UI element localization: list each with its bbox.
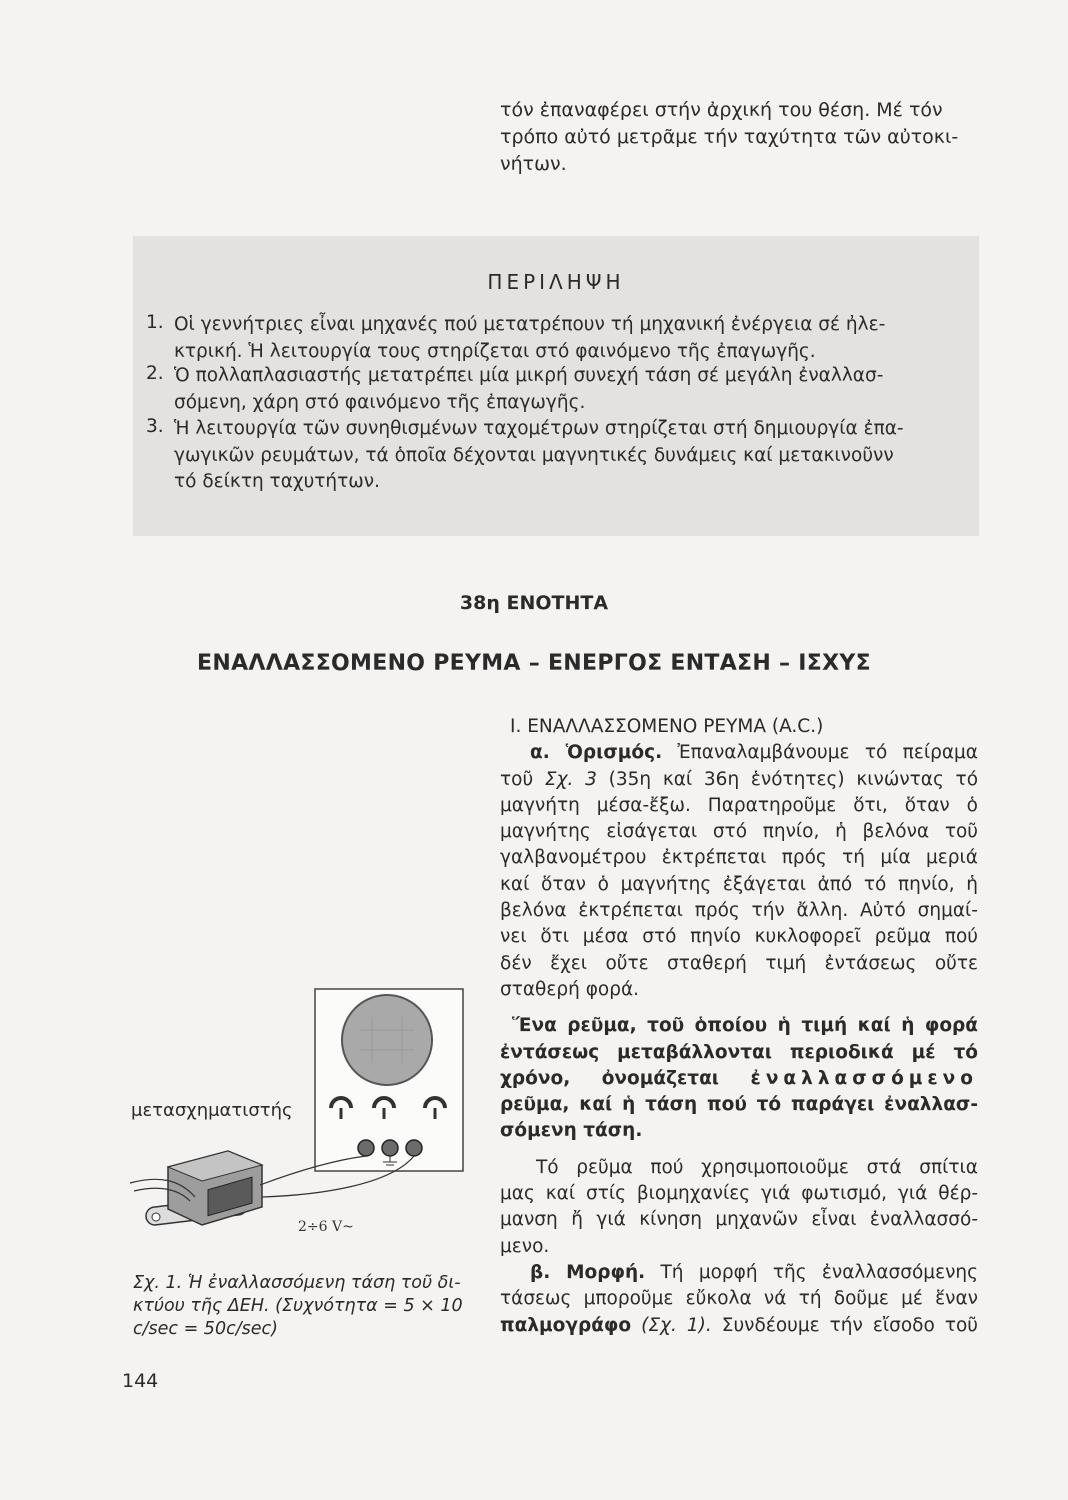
text-line: τρόπο αὐτό μετρᾶμε τήν ταχύτητα τῶν αὐτοκι- xyxy=(500,126,959,148)
page-number: 144 xyxy=(122,1370,159,1392)
figure-reference: Σχ. 3 xyxy=(544,768,597,790)
text-line xyxy=(500,767,978,793)
summary-item-number: 3. xyxy=(146,416,164,437)
summary-item xyxy=(174,312,885,365)
summary-item xyxy=(174,416,904,496)
summary-item-number: 2. xyxy=(146,363,164,384)
text-line: μαγνήτη μέσα-ἔξω. Παρατηροῦμε ὅτι, ὅταν ὁ xyxy=(500,794,978,816)
caption-line: κτύου τῆς ΔΕΗ. (Συχνότητα = 5 × 10 xyxy=(133,1296,463,1316)
subheading: Ι. ΕΝΑΛΛΑΣΣΟΜΕΝΟ ΡΕΥΜΑ (A.C.) xyxy=(510,716,824,737)
text-line: Τό ρεῦμα πού χρησιμοποιοῦμε στά σπίτια xyxy=(536,1156,978,1178)
text-line: μαγνήτης εἰσάγεται στό πηνίο, ἡ βελόνα τοῦ xyxy=(500,821,978,843)
text-line: νήτων. xyxy=(500,153,567,175)
bold-line xyxy=(500,1066,978,1092)
text-line: τόν ἐπαναφέρει στήν ἀρχική του θέση. Μέ τόν xyxy=(500,99,943,121)
input-terminal-icon xyxy=(382,1140,398,1156)
section-heading: ΕΝΑΛΛΑΣΣΟΜΕΝΟ ΡΕΥΜΑ – ΕΝΕΡΓΟΣ ΕΝΤΑΣΗ – ΙΣΧΥΣ xyxy=(197,651,871,676)
transformer-label: μετασχηματιστής xyxy=(131,1100,293,1121)
definition-text: Ἐπαναλαμβάνουμε τό πείραμα xyxy=(677,742,978,764)
text-span: (35η καί 36η ἑνότητες) κινώντας τό xyxy=(596,768,979,790)
text-span: Συνδέουμε τήν εἴσοδο τοῦ xyxy=(711,1314,978,1336)
bold-line: σόμενη τάση. xyxy=(500,1120,643,1142)
oscilloscope-figure xyxy=(120,985,470,1250)
text-line: κτρική. Ἡ λειτουργία τους στηρίζεται στό φαινόμενο τῆς ἐπαγωγῆς. xyxy=(174,340,816,362)
input-terminal-icon xyxy=(358,1140,374,1156)
figure-reference: (Σχ. 1). xyxy=(641,1314,712,1336)
oscilloscope xyxy=(315,989,463,1171)
text-line: γωγικῶν ρευμάτων, τά ὁποῖα δέχονται μαγνητικές δυνάμεις καί μετακινοῦνν xyxy=(174,444,894,466)
figure-caption xyxy=(133,1272,473,1341)
summary-item-number: 1. xyxy=(146,312,164,333)
intro-paragraph xyxy=(500,97,970,178)
voltage-label: 2÷6 V~ xyxy=(298,1219,354,1235)
text-line: μανση ἤ γιά κίνηση μηχανῶν εἶναι ἐναλλασσό- xyxy=(500,1209,978,1231)
text-line: νει ὅτι μέσα στό πηνίο κυκλοφορεῖ ρεῦμα πού xyxy=(500,926,978,948)
text-line: γαλβανομέτρου ἐκτρέπεται πρός τή μία μεριά xyxy=(500,847,978,869)
text-span: τοῦ xyxy=(500,768,545,790)
text-line: Οἱ γεννήτριες εἶναι μηχανές πού μετατρέπουν τή μηχανική ἐνέργεια σέ ἠλε- xyxy=(174,314,886,335)
text-line xyxy=(500,740,978,766)
text-line: καί ὅταν ὁ μαγνήτης ἐξάγεται ἀπό τό πηνίο, ἡ xyxy=(500,873,978,895)
bold-line: ἐντάσεως μεταβάλλονται περιοδικά μέ τό xyxy=(500,1041,978,1063)
caption-line: Σχ. 1. Ἡ ἐναλλασσόμενη τάση τοῦ δι- xyxy=(133,1273,461,1293)
text-line: βελόνα ἐκτρέπεται πρός τήν ἄλλη. Αὐτό σημαί- xyxy=(500,900,978,922)
definition-label: α. Ὁρισμός. xyxy=(530,742,663,764)
bold-line: ρεῦμα, καί ἡ τάση πού τό παράγει ἐναλλασ- xyxy=(500,1094,978,1116)
unit-number: 38η ΕΝΟΤΗΤΑ xyxy=(459,592,609,614)
oscilloscope-term: παλμογράφο xyxy=(500,1314,632,1336)
text-line xyxy=(500,1260,978,1286)
form-label: β. Μορφή. xyxy=(530,1261,646,1283)
summary-item xyxy=(174,363,883,416)
text-line: δέν ἔχει οὔτε σταθερή τιμή ἐντάσεως οὔτε xyxy=(500,952,978,974)
form-text: Τή μορφή τῆς ἐναλλασσόμενης xyxy=(660,1261,978,1283)
text-line xyxy=(500,1313,978,1339)
text-line: σταθερή φορά. xyxy=(500,978,640,1000)
summary-title: ΠΕΡΙΛΗΨΗ xyxy=(487,270,625,294)
text-span: χρόνο, ὀνομάζεται xyxy=(500,1067,751,1089)
spaced-term: ἐναλλασσόμενο xyxy=(750,1067,978,1089)
text-line: Ἡ λειτουργία τῶν συνηθισμένων ταχομέτρων στηρίζεται στή δημιουργία ἐπα- xyxy=(174,418,904,439)
caption-line: c/sec = 50c/sec) xyxy=(133,1319,278,1339)
text-line: τάσεως μποροῦμε εὔκολα νά τή δοῦμε μέ ἕναν xyxy=(500,1288,978,1310)
right-column xyxy=(500,714,978,1339)
text-line: Ὁ πολλαπλασιαστής μετατρέπει μία μικρή συνεχή τάση σέ μεγάλη ἐναλλασ- xyxy=(174,365,884,386)
text-line: μενο. xyxy=(500,1235,550,1257)
text-line: τό δείκτη ταχυτήτων. xyxy=(174,471,380,492)
text-line: σόμενη, χάρη στό φαινόμενο τῆς ἐπαγωγῆς. xyxy=(174,391,586,413)
text-line: μας καί στίς βιομηχανίες γιά φωτισμό, γιά θέρ- xyxy=(500,1183,978,1205)
bold-line: Ἕνα ρεῦμα, τοῦ ὁποίου ἡ τιμή καί ἡ φορά xyxy=(512,1015,978,1037)
transformer-icon xyxy=(146,1151,262,1225)
input-terminal-icon xyxy=(406,1140,422,1156)
